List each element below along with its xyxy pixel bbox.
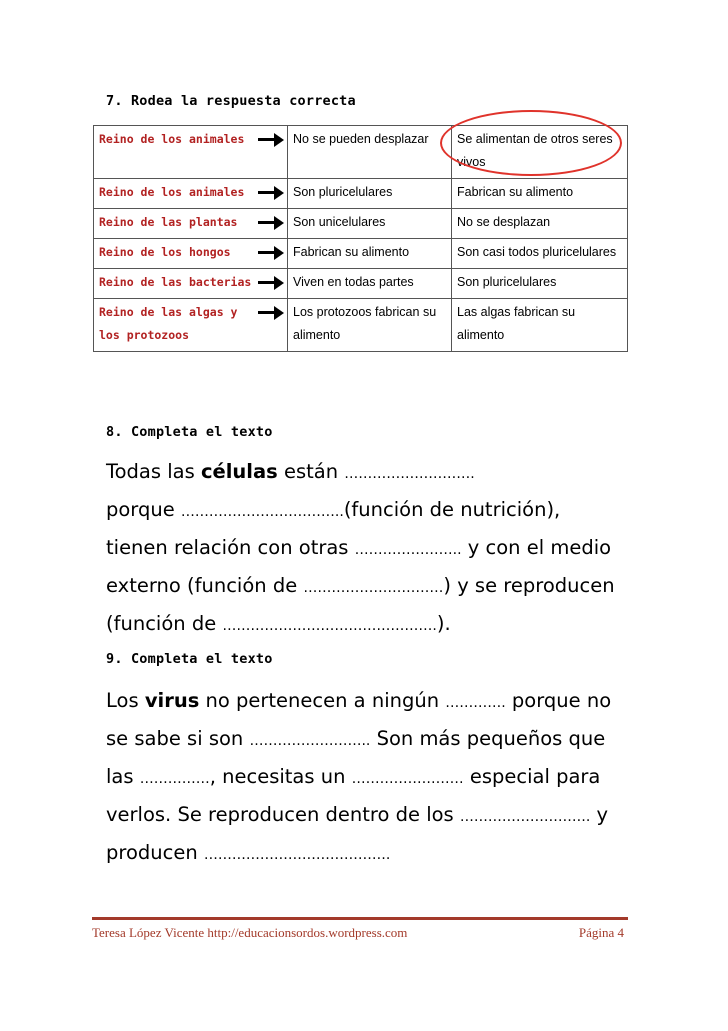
- text-segment: no pertenecen a ningún: [199, 689, 446, 712]
- kingdom-label: Reino de las algas y los protozoos: [99, 305, 238, 342]
- kingdom-label: Reino de los animales: [99, 132, 245, 146]
- kingdom-label: Reino de las plantas: [99, 215, 238, 229]
- blank-5[interactable]: ……………………………………….: [222, 618, 437, 634]
- blank-1[interactable]: ……………………….: [344, 466, 475, 482]
- blank-4[interactable]: …………………………: [303, 580, 444, 596]
- text-segment: Los: [106, 689, 145, 712]
- blank-2[interactable]: ……………………..: [249, 733, 371, 749]
- arrow-right-icon: [258, 136, 284, 144]
- exercise-8-text: [106, 454, 626, 644]
- exercise-8-heading: 8. Completa el texto: [106, 424, 273, 440]
- text-segment: Todas las: [106, 460, 201, 483]
- keyword-virus: virus: [144, 689, 200, 712]
- table-row: [94, 269, 628, 299]
- text-segment: están: [277, 460, 345, 483]
- text-segment: y con el medio externo (función de: [106, 536, 612, 597]
- footer-page-number: Página 4: [578, 925, 624, 940]
- option-b-cell: No se desplazan: [452, 209, 628, 239]
- option-a-cell: Son unicelulares: [288, 209, 452, 239]
- blank-3[interactable]: …………………..: [354, 542, 462, 558]
- arrow-right-icon: [258, 309, 284, 317]
- kingdom-label: Reino de los hongos: [99, 245, 231, 259]
- kingdom-cell: [94, 209, 288, 239]
- option-a-cell: Fabrican su alimento: [288, 239, 452, 269]
- table-row: [94, 239, 628, 269]
- footer-author-url: Teresa López Vicente http://educacionsordos.wordpress.com: [92, 925, 408, 940]
- text-segment: y producen: [106, 803, 609, 864]
- option-b-cell: Fabrican su alimento: [452, 179, 628, 209]
- blank-4[interactable]: ……………………: [351, 771, 464, 787]
- exercise-9-text: [106, 683, 626, 873]
- kingdom-cell: [94, 269, 288, 299]
- arrow-right-icon: [258, 249, 284, 257]
- option-a-cell: Viven en todas partes: [288, 269, 452, 299]
- blank-1[interactable]: ………….: [445, 695, 506, 711]
- kingdom-cell: [94, 239, 288, 269]
- option-b-cell: Son casi todos pluricelulares: [452, 239, 628, 269]
- blank-3[interactable]: ……………: [139, 771, 210, 787]
- option-a-cell: No se pueden desplazar: [288, 126, 452, 179]
- exercise-7-heading: 7. Rodea la respuesta correcta: [106, 93, 356, 109]
- option-a-cell: Son pluricelulares: [288, 179, 452, 209]
- blank-6[interactable]: ………………………………….: [203, 847, 391, 863]
- arrow-right-icon: [258, 219, 284, 227]
- kingdom-label: Reino de las bacterias: [99, 275, 252, 289]
- text-segment: ).: [436, 612, 451, 635]
- arrow-right-icon: [258, 279, 284, 287]
- exercise-9-heading: 9. Completa el texto: [106, 651, 273, 667]
- blank-5[interactable]: ……………………….: [459, 809, 591, 825]
- text-segment: porque: [106, 498, 181, 521]
- kingdom-cell: [94, 179, 288, 209]
- kingdom-cell: [94, 299, 288, 352]
- text-segment: , necesitas un: [209, 765, 352, 788]
- blank-2[interactable]: ……………………………..: [180, 504, 344, 520]
- text-segment: ) y se reproducen (función de: [106, 574, 615, 635]
- text-segment: especial para verlos. Se reproducen dentro de los: [106, 765, 601, 826]
- option-b-cell: Se alimentan de otros seres vivos: [452, 126, 628, 179]
- text-segment: porque no se sabe si son: [106, 689, 612, 750]
- kingdom-cell: [94, 126, 288, 179]
- keyword-cells: células: [200, 460, 278, 483]
- text-segment: Son más pequeños que las: [106, 727, 606, 788]
- option-a-cell: Los protozoos fabrican su alimento: [288, 299, 452, 352]
- table-row: [94, 299, 628, 352]
- option-b-cell: Las algas fabrican su alimento: [452, 299, 628, 352]
- kingdom-label: Reino de los animales: [99, 185, 245, 199]
- table-row: [94, 179, 628, 209]
- option-b-cell: Son pluricelulares: [452, 269, 628, 299]
- answer-circle-mark: [440, 110, 622, 176]
- footer-divider: [92, 917, 628, 920]
- text-segment: (función de nutrición), tienen relación con otras: [106, 498, 561, 559]
- table-row: [94, 209, 628, 239]
- arrow-right-icon: [258, 189, 284, 197]
